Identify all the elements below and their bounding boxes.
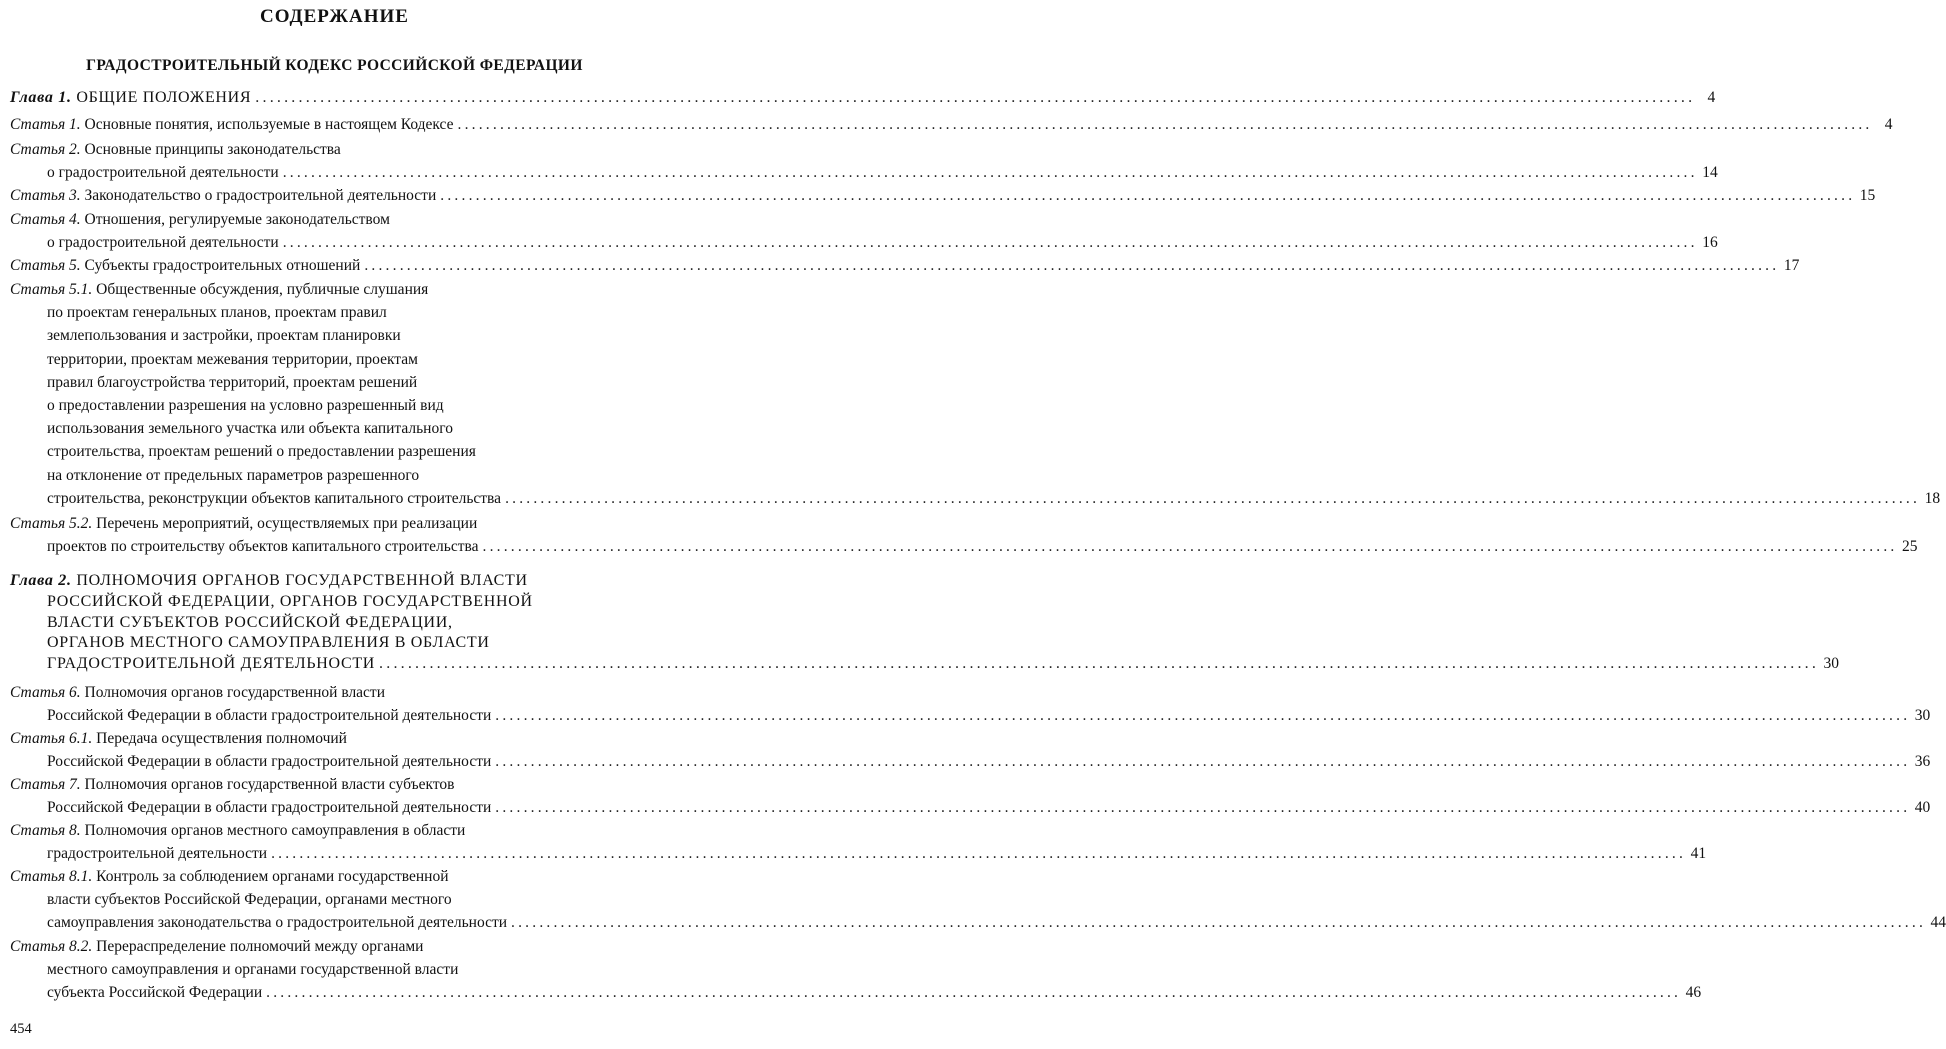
toc-line-text: [47, 351, 418, 368]
toc-line-text: [47, 467, 419, 484]
toc-line: [47, 750, 1931, 774]
toc-line: [47, 613, 661, 633]
toc-line: [47, 592, 661, 612]
toc-line: [10, 113, 1893, 137]
article-label: Статья 8.1.: [10, 868, 93, 885]
entry-title-text: землепользования и застройки, проектам планировки: [47, 327, 401, 345]
entry-title-text: градостроительной деятельности: [47, 845, 268, 863]
toc-line: [10, 208, 661, 232]
toc-line: [47, 633, 661, 653]
toc-line-text: [47, 535, 479, 559]
chapter-label: Глава 2.: [10, 572, 72, 589]
entry-title-text: Общественные обсуждения, публичные слушания: [96, 281, 429, 298]
page-ref: 18: [1924, 489, 1941, 507]
toc-line: [47, 958, 661, 982]
toc-line: [10, 773, 661, 797]
entry-title-text: ВЛАСТИ СУБЪЕКТОВ РОССИЙСКОЙ ФЕДЕРАЦИИ,: [47, 613, 453, 631]
article-label: Статья 5.: [10, 257, 81, 274]
entry-title-text: субъекта Российской Федерации: [47, 984, 263, 1002]
page-ref: 16: [1702, 234, 1718, 252]
toc-line-text: [10, 281, 428, 298]
toc-line: [47, 371, 661, 395]
entry-title-text: о градостроительной деятельности: [47, 234, 279, 252]
dot-leader: ........................................................................................................................................................................................................: [505, 489, 1921, 507]
toc-line-text: [47, 593, 533, 610]
toc-line: [10, 512, 661, 536]
page-ref: 30: [1823, 655, 1840, 673]
toc-line-text: [47, 981, 262, 1005]
toc-line-text: [47, 654, 375, 674]
article-label: Статья 6.1.: [10, 730, 93, 747]
entry-title-text: Контроль за соблюдением органами государственной: [96, 868, 449, 885]
code-title: ГРАДОСТРОИТЕЛЬНЫЙ КОДЕКС РОССИЙСКОЙ ФЕДЕРАЦИИ: [86, 57, 583, 74]
entry-title-text: Передача осуществления полномочий: [96, 730, 347, 747]
entry-title-text: Отношения, регулируемые законодательством: [84, 211, 390, 228]
toc-line-text: [10, 141, 341, 158]
toc-line-text: [47, 443, 476, 460]
entry-title-text: о предоставлении разрешения на условно разрешенный вид: [47, 397, 444, 414]
toc-line: [10, 184, 1876, 208]
toc-line: [10, 571, 661, 591]
entry-title-text: использования земельного участка или объекта капитального: [47, 420, 453, 438]
toc-line-text: [47, 327, 401, 344]
dot-leader: ........................................................................................................................................................................................................: [495, 799, 1911, 817]
toc-line: [47, 487, 1941, 511]
entry-title-text: Российской Федерации в области градостроительной деятельности: [47, 753, 492, 771]
toc-line: [47, 231, 1718, 255]
article-label: Статья 6.: [10, 684, 81, 701]
toc-line-text: [10, 868, 449, 885]
dot-leader: ........................................................................................................................................................................................................: [282, 234, 1698, 252]
toc-line: [47, 440, 661, 464]
article-label: Статья 8.2.: [10, 938, 93, 955]
entry-title-text: Перечень мероприятий, осуществляемых при реализации: [96, 515, 478, 532]
toc-line: [47, 654, 1840, 674]
article-label: Статья 8.: [10, 822, 81, 839]
page-ref: 4: [1884, 116, 1893, 133]
toc-line: [47, 842, 1707, 866]
toc-line-text: [10, 113, 454, 137]
toc-line: [47, 535, 1918, 559]
dot-leader: ........................................................................................................................................................................................................: [457, 116, 1873, 133]
toc-line: [47, 324, 661, 348]
entry-title-text: местного самоуправления и органами государственной власти: [47, 961, 459, 979]
entry-title-text: проектов по строительству объектов капитального строительства: [47, 538, 479, 556]
toc-line-text: [47, 961, 458, 978]
entry-title-text: Полномочия органов государственной власти субъектов: [84, 776, 455, 793]
toc-line-text: [47, 750, 491, 774]
entry-title-text: Полномочия органов местного самоуправления в области: [84, 822, 466, 839]
page-ref: 15: [1859, 187, 1876, 204]
page-number: 454: [10, 1021, 32, 1037]
entry-title-text: ГРАДОСТРОИТЕЛЬНОЙ ДЕЯТЕЛЬНОСТИ: [47, 655, 376, 673]
entry-title-text: Полномочия органов государственной власти: [84, 684, 386, 701]
dot-leader: ........................................................................................................................................................................................................: [266, 984, 1682, 1002]
toc-line-text: [47, 796, 491, 820]
toc-line: [47, 704, 1931, 728]
entry-title-text: РОССИЙСКОЙ ФЕДЕРАЦИИ, ОРГАНОВ ГОСУДАРСТВЕННОЙ: [47, 592, 533, 610]
toc-line: [10, 935, 661, 959]
entry-title-text: самоуправления законодательства о градостроительной деятельности: [47, 914, 508, 932]
chapter-label: Глава 1.: [10, 89, 72, 106]
entry-title-text: Перераспределение полномочий между органами: [96, 938, 424, 955]
dot-leader: ........................................................................................................................................................................................................: [282, 164, 1698, 182]
toc-line-text: [47, 161, 279, 185]
entry-title-text: по проектам генеральных планов, проектам правил: [47, 304, 387, 322]
entry-title-text: Российской Федерации в области градостроительной деятельности: [47, 707, 492, 725]
toc-line: [10, 681, 661, 705]
toc-line-text: [10, 730, 347, 747]
entry-title-text: ОБЩИЕ ПОЛОЖЕНИЯ: [76, 89, 252, 106]
entry-title-text: ОРГАНОВ МЕСТНОГО САМОУПРАВЛЕНИЯ В ОБЛАСТИ: [47, 634, 490, 652]
toc-line-text: [10, 211, 390, 228]
toc-line: [10, 138, 661, 162]
toc-line-text: [47, 397, 444, 414]
page-ref: 40: [1914, 799, 1931, 817]
page-ref: 46: [1685, 984, 1702, 1002]
toc-line: [47, 796, 1931, 820]
entry-title-text: Законодательство о градостроительной деятельности: [84, 187, 437, 204]
toc-line-text: [47, 487, 501, 511]
toc-line-text: [10, 254, 360, 278]
entry-title-text: строительства, проектам решений о предоставлении разрешения: [47, 443, 476, 461]
dot-leader: ........................................................................................................................................................................................................: [511, 914, 1927, 932]
toc-line-text: [47, 704, 491, 728]
toc-line-text: [47, 634, 490, 651]
article-label: Статья 4.: [10, 211, 81, 228]
toc-line: [47, 464, 661, 488]
page-ref: 25: [1902, 538, 1918, 556]
toc-line-text: [47, 911, 507, 935]
toc-line: [47, 161, 1718, 185]
toc-line-text: [47, 231, 279, 255]
dot-leader: ........................................................................................................................................................................................................: [271, 845, 1687, 863]
toc-line: [47, 301, 661, 325]
toc-line-text: [10, 572, 528, 589]
toc-line: [47, 417, 661, 441]
toc-line: [47, 348, 661, 372]
toc-line-text: [47, 614, 453, 631]
toc-line-text: [10, 776, 454, 793]
toc-line-text: [47, 420, 453, 437]
toc-line: [10, 819, 661, 843]
toc-line-text: [10, 938, 423, 955]
entry-title-text: Основные понятия, используемые в настоящем Кодексе: [84, 116, 454, 133]
article-label: Статья 1.: [10, 116, 81, 133]
dot-leader: ........................................................................................................................................................................................................: [364, 257, 1780, 274]
entry-title-text: строительства, реконструкции объектов капитального строительства: [47, 489, 502, 507]
toc-line-text: [10, 822, 465, 839]
article-label: Статья 5.2.: [10, 515, 93, 532]
article-label: Статья 7.: [10, 776, 81, 793]
toc-line-text: [10, 88, 251, 108]
article-label: Статья 3.: [10, 187, 81, 204]
toc-line: [47, 981, 1702, 1005]
toc-line-text: [10, 184, 436, 208]
dot-leader: ........................................................................................................................................................................................................: [482, 538, 1898, 556]
toc-line: [10, 278, 661, 302]
toc-line: [10, 88, 1716, 108]
toc-line: [10, 727, 661, 751]
toc-line: [10, 865, 661, 889]
toc-line-text: [47, 304, 387, 321]
entry-title-text: Субъекты градостроительных отношений: [84, 257, 361, 274]
page-ref: 30: [1914, 707, 1931, 725]
article-label: Статья 2.: [10, 141, 81, 158]
toc-line: [47, 394, 661, 418]
page-ref: 17: [1783, 257, 1800, 274]
page-ref: 4: [1707, 89, 1716, 106]
page-ref: 36: [1914, 753, 1931, 771]
toc-line-text: [10, 515, 477, 532]
toc-line: [47, 911, 1946, 935]
dot-leader: ........................................................................................................................................................................................................: [440, 187, 1856, 204]
page-ref: 44: [1930, 914, 1946, 932]
page-title: СОДЕРЖАНИЕ: [260, 6, 409, 27]
entry-title-text: власти субъектов Российской Федерации, органами местного: [47, 891, 452, 909]
dot-leader: ........................................................................................................................................................................................................: [379, 655, 1820, 673]
entry-title-text: территории, проектам межевания территории, проектам: [47, 350, 418, 368]
toc-line-text: [47, 842, 267, 866]
toc-line: [10, 254, 1800, 278]
page-ref: 41: [1690, 845, 1707, 863]
article-label: Статья 5.1.: [10, 281, 93, 298]
dot-leader: ........................................................................................................................................................................................................: [495, 707, 1911, 725]
page-ref: 14: [1702, 164, 1718, 182]
entry-title-text: правил благоустройства территорий, проектам решений: [47, 373, 418, 391]
toc-line-text: [47, 891, 452, 908]
entry-title-text: Российской Федерации в области градостроительной деятельности: [47, 799, 492, 817]
toc-line: [47, 888, 661, 912]
toc-line-text: [10, 684, 385, 701]
entry-title-text: о градостроительной деятельности: [47, 164, 279, 182]
dot-leader: ........................................................................................................................................................................................................: [255, 89, 1696, 106]
entry-title-text: ПОЛНОМОЧИЯ ОРГАНОВ ГОСУДАРСТВЕННОЙ ВЛАСТИ: [76, 572, 528, 589]
entry-title-text: Основные принципы законодательства: [84, 141, 341, 158]
toc-line-text: [47, 374, 417, 391]
entry-title-text: на отклонение от предельных параметров разрешенного: [47, 466, 420, 484]
dot-leader: ........................................................................................................................................................................................................: [495, 753, 1911, 771]
